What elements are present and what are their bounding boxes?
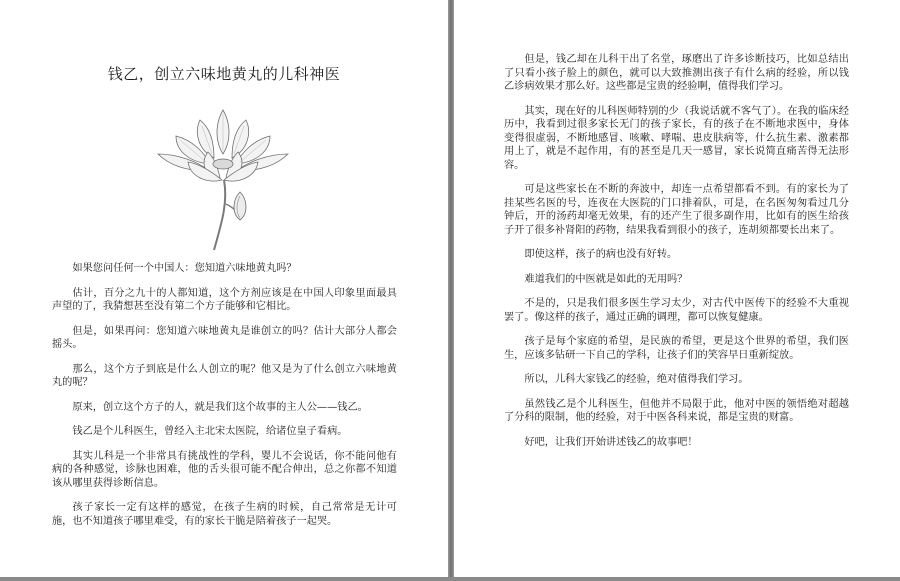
article-title: 钱乙，创立六味地黄丸的儿科神医 (107, 65, 341, 83)
bottom-edge (0, 577, 900, 581)
paragraph: 即使这样，孩子的病也没有好转。 (524, 249, 678, 260)
paragraph: 所以，儿科大家钱乙的经验，绝对值得我们学习。 (524, 374, 749, 385)
paragraph: 不是的，只是我们很多医生学习太少，对古代中医传下的经验不大重视罢了。像这样的孩子，通过正确的调理，都可以恢复健康。 (504, 298, 849, 323)
paragraph: 其实儿科是一个非常具有挑战性的学科，婴儿不会说话，你不能问他有病的各种感觉，诊脉也困难，他的舌头很可能不配合伸出，总之你都不知道该从哪里获得诊断信息。 (52, 450, 397, 489)
paragraph: 难道我们的中医就是如此的无用吗？ (524, 273, 688, 285)
paragraph: 那么，这个方子到底是什么人创立的呢？他又是为了什么创立六味地黄丸的呢？ (52, 363, 397, 388)
paragraph: 可是这些家长在不断的奔波中，却连一点希望都看不到。有的家长为了挂某些名医的号，连夜在大医院的门口排着队，可是，在名医匆匆看过几分钟后，开的汤药却毫无效果，有的还产生了很多副作用，比如有的医生给孩子开了很多补肾阳的药物，结果我看到很小的孩子，连胡须都要长出来了。 (504, 184, 849, 236)
left-text-column (52, 262, 397, 539)
paragraph: 但是，如果再问：您知道六味地黄丸是谁创立的吗？估计大部分人都会摇头。 (52, 325, 397, 350)
paragraph: 虽然钱乙是个儿科医生，但他并不局限于此，他对中医的领悟绝对超越了分科的限制，他的经验，对于中医各科来说，都是宝贵的财富。 (504, 398, 849, 423)
left-page (0, 0, 448, 581)
paragraph: 孩子家长一定有这样的感觉，在孩子生病的时候，自己常常是无计可施，也不知道孩子哪里难受，有的家长干脆是陪着孩子一起哭。 (52, 502, 397, 527)
paragraph: 但是，钱乙却在儿科干出了名堂，琢磨出了许多诊断技巧，比如总结出了只看小孩子脸上的颜色，就可以大致推测出孩子有什么病的经验，所以钱乙诊病效果才那么好。这些都是宝贵的经验啊，值得我们学习。 (504, 54, 849, 92)
lotus-icon (148, 92, 298, 252)
paragraph: 孩子是每个家庭的希望，是民族的希望，更是这个世界的希望，我们医生，应该多钻研一下自己的学科，让孩子们的笑容早日重新绽放。 (504, 336, 849, 361)
paragraph: 估计，百分之九十的人都知道，这个方剂应该是在中国人印象里面最具声望的了，我猜想甚至没有第二个方子能够和它相比。 (52, 287, 397, 312)
paragraph: 钱乙是个儿科医生，曾经入主北宋太医院，给诸位皇子看病。 (72, 426, 348, 437)
paragraph: 如果您问任何一个中国人：您知道六味地黄丸吗？ (72, 263, 297, 274)
right-text-column (504, 53, 849, 460)
paragraph: 原来，创立这个方子的人，就是我们这个故事的主人公——钱乙。 (72, 401, 368, 413)
paragraph: 其实，现在好的儿科医师特别的少（我说话就不客气了）。在我的临床经历中，我看到过很多家长无门的孩子家长，有的孩子在不断地求医中，身体变得很虚弱，不断地感冒、咳嗽、哮喘、患皮肤病等，什么抗生素、激素都用上了，就是不起作用，有的甚至是几天一感冒，家长说简直痛苦得无法形容。 (504, 105, 849, 171)
paragraph: 好吧，让我们开始讲述钱乙的故事吧！ (524, 436, 698, 448)
